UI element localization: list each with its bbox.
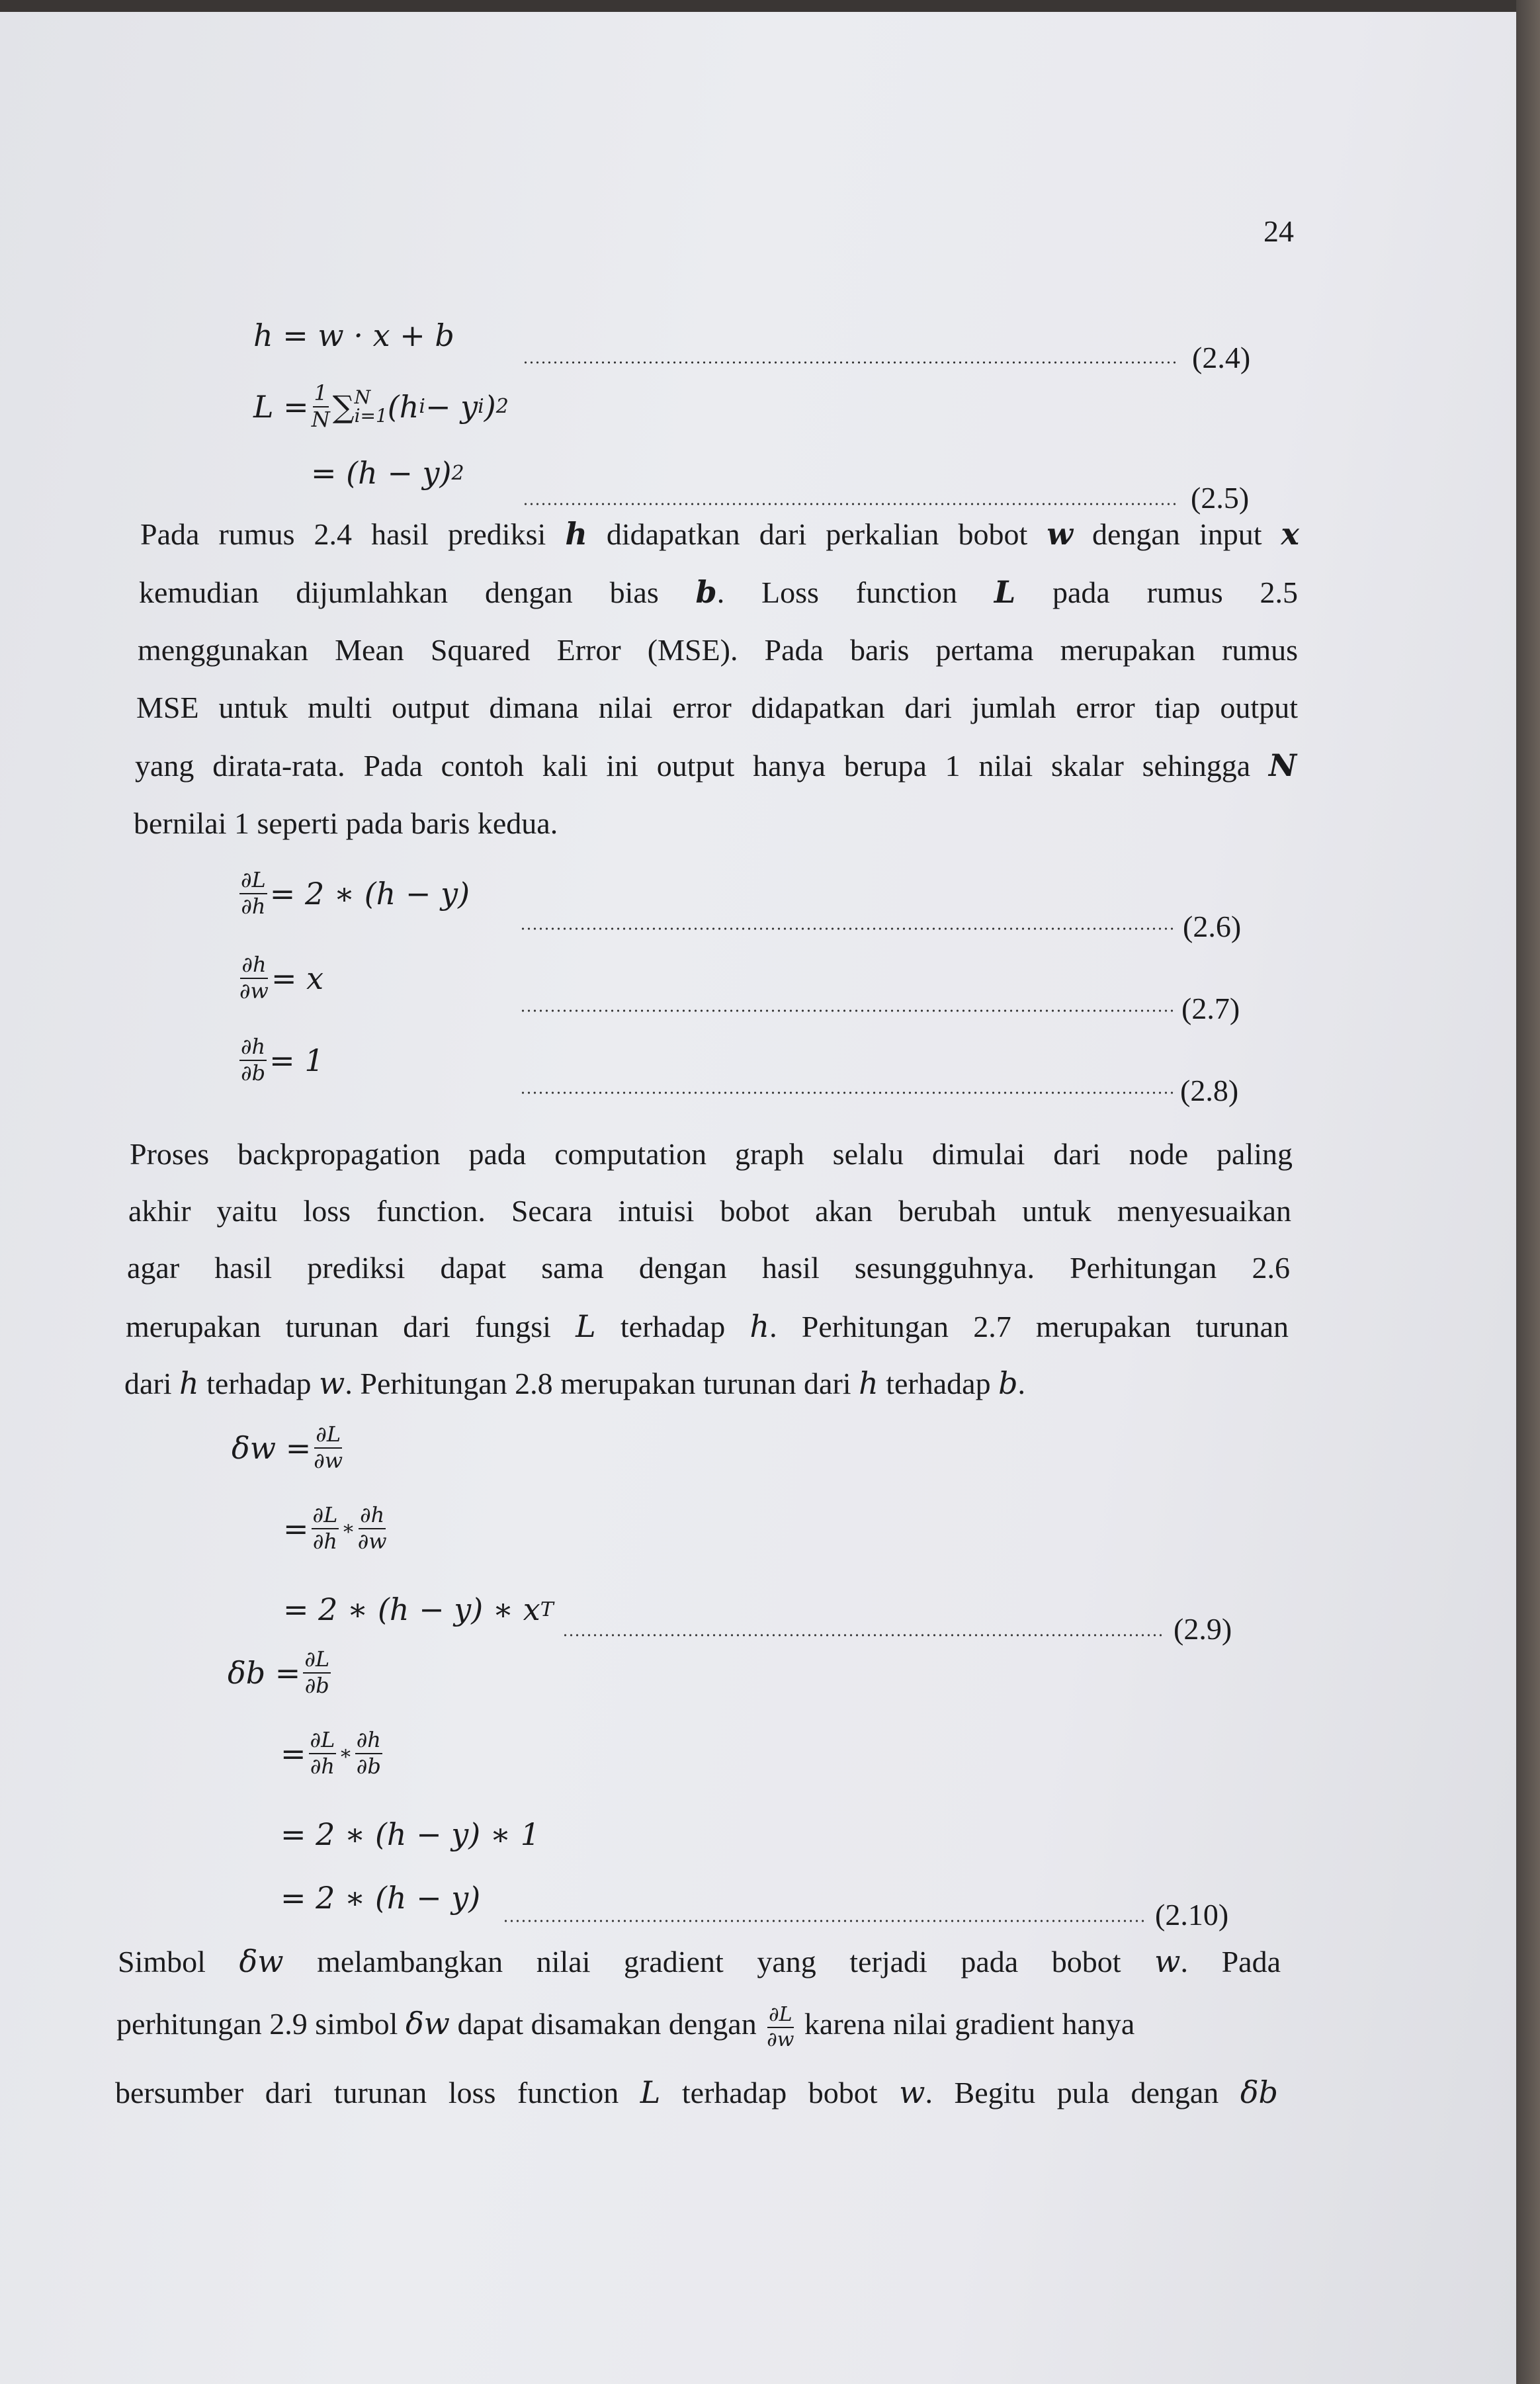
- equation-number-2-9: (2.9): [1174, 1612, 1232, 1646]
- equation-2-9-line2: = $\frac{\partial L}{\partial h}$ ∗ $\frac{\partial h}{\partial w}$: [283, 1502, 387, 1554]
- paragraph-2-line-1: Proses backpropagation pada computation graph selalu dimulai dari node paling: [130, 1137, 1293, 1171]
- equation-number-2-10: (2.10): [1155, 1898, 1229, 1932]
- equation-2-10-line3: = 2 ∗ (h − y) ∗ 1: [280, 1816, 540, 1852]
- paragraph-2-line-5: dari h terhadap w. Perhitungan 2.8 merupakan turunan dari h terhadap b.: [124, 1365, 1026, 1401]
- paragraph-2-line-2: akhir yaitu loss function. Secara intuisi bobot akan berubah untuk menyesuaikan: [128, 1194, 1291, 1228]
- paragraph-2-line-4: merupakan turunan dari fungsi L terhadap h. Perhitungan 2.7 merupakan turunan: [126, 1308, 1289, 1344]
- paragraph-1-line-2: kemudian dijumlahkan dengan bias b. Loss function L pada rumus 2.5: [139, 574, 1298, 610]
- leader-dots: [562, 1634, 1162, 1637]
- leader-dots: [503, 1920, 1146, 1922]
- page-number: 24: [1263, 214, 1294, 248]
- page-edge-shadow: [1516, 0, 1540, 2384]
- document-page: [0, 12, 1516, 2384]
- equation-2-8: $\frac{\partial h}{\partial b}$ = 1: [241, 1034, 324, 1086]
- leader-dots: [523, 503, 1177, 505]
- paragraph-2-line-3: agar hasil prediksi dapat sama dengan hasil sesungguhnya. Perhitungan 2.6: [127, 1251, 1290, 1285]
- paragraph-1-line-6: bernilai 1 seperti pada baris kedua.: [134, 806, 558, 840]
- leader-dots: [520, 1009, 1175, 1012]
- equation-number-2-6: (2.6): [1183, 910, 1242, 943]
- leader-dots: [523, 361, 1177, 364]
- paragraph-1-line-1: Pada rumus 2.4 hasil prediksi h didapatkan dari perkalian bobot w dengan input x: [140, 516, 1299, 552]
- equation-2-10-line1: δb = $\frac{\partial L}{\partial b}$: [228, 1646, 330, 1698]
- paragraph-3-line-2: perhitungan 2.9 simbol δw dapat disamakan dengan $\frac{\partial L}{\partial w}$ karena nilai gradient hanya: [116, 2003, 1135, 2051]
- equation-number-2-7: (2.7): [1181, 992, 1240, 1025]
- paragraph-1-line-3: menggunakan Mean Squared Error (MSE). Pada baris pertama merupakan rumus: [138, 633, 1298, 667]
- equation-2-9-line3: = 2 ∗ (h − y) ∗ x T: [283, 1592, 554, 1627]
- equation-2-5-line1: L = $\frac{1}{N}$ ∑ N i=1 (h i − y i ) 2: [253, 380, 509, 432]
- equation-2-10-line2: = $\frac{\partial L}{\partial h}$ ∗ $\frac{\partial h}{\partial b}$: [280, 1727, 381, 1779]
- equation-2-6: $\frac{\partial L}{\partial h}$ = 2 ∗ (h − y): [241, 867, 470, 919]
- equation-2-7: $\frac{\partial h}{\partial w}$ = x: [239, 952, 324, 1003]
- paragraph-1-line-4: MSE untuk multi output dimana nilai error didapatkan dari jumlah error tiap output: [136, 691, 1298, 724]
- equation-number-2-4: (2.4): [1192, 341, 1251, 374]
- paragraph-3-line-1: Simbol δw melambangkan nilai gradient yang terjadi pada bobot w. Pada: [118, 1943, 1281, 1979]
- equation-2-4: h = w · x + b: [253, 318, 454, 353]
- paragraph-3-line-3: bersumber dari turunan loss function L terhadap bobot w. Begitu pula dengan δb: [115, 2074, 1278, 2110]
- equation-number-2-8: (2.8): [1180, 1074, 1239, 1107]
- equation-2-5-line2: = (h − y) 2: [311, 455, 464, 491]
- leader-dots: [520, 1091, 1175, 1094]
- equation-2-10-line4: = 2 ∗ (h − y): [280, 1880, 481, 1916]
- equation-2-9-line1: δw = $\frac{\partial L}{\partial w}$: [232, 1422, 343, 1473]
- equation-number-2-5: (2.5): [1191, 481, 1250, 515]
- leader-dots: [520, 927, 1175, 930]
- paragraph-1-line-5: yang dirata-rata. Pada contoh kali ini output hanya berupa 1 nilai skalar sehingga N: [135, 747, 1297, 783]
